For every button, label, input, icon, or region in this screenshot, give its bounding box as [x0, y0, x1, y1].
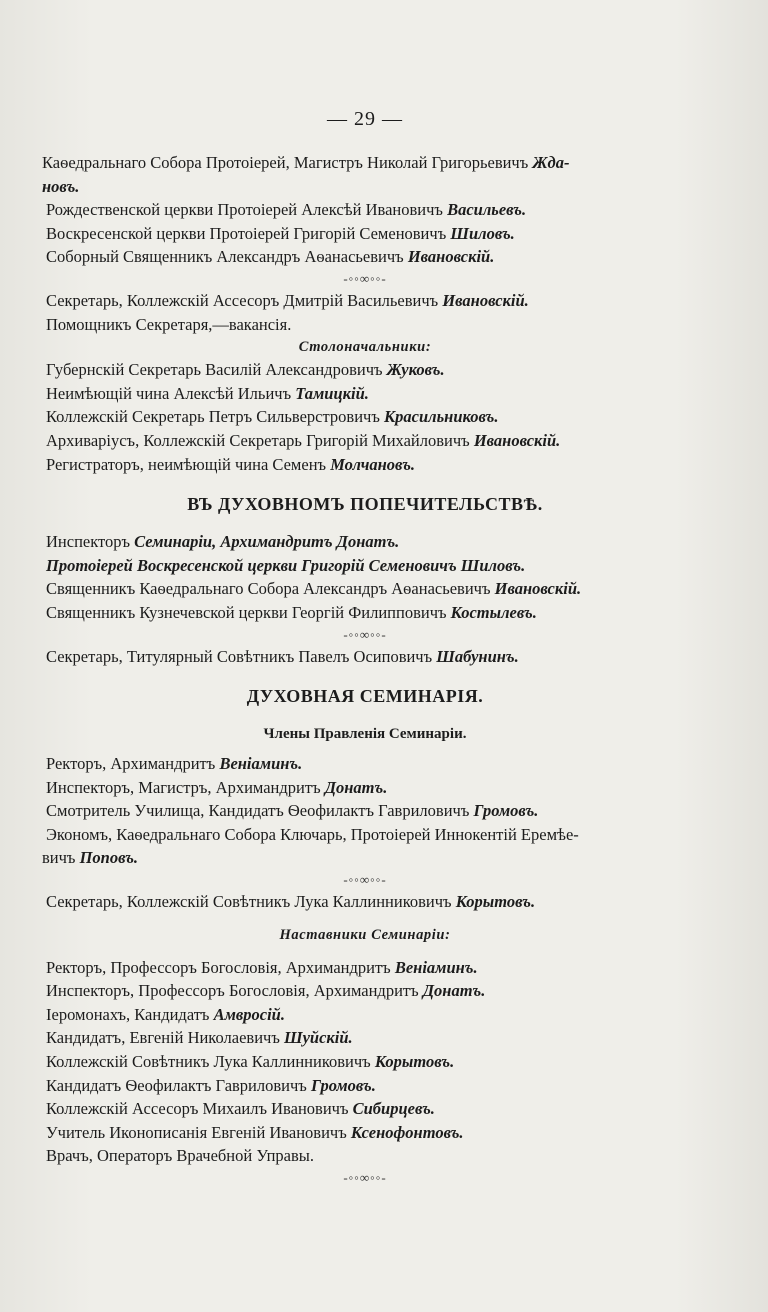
section-seminary-teachers — [42, 956, 688, 1168]
text-line: Помощникъ Секретаря,—вакансія. — [46, 314, 292, 334]
text-line: Священникъ Кузнечевской церкви Георгій Филипповичъ Костылевъ. — [46, 602, 537, 622]
subheading-heads-of-desk: Столоначальники: — [298, 339, 432, 356]
text-line: Смотритель Училища, Кандидатъ Ѳеофилактъ Гавриловичъ Громовъ. — [46, 801, 539, 821]
text-line: Воскресенской церкви Протоіерей Григорій Семеновичъ Шиловъ. — [46, 223, 515, 243]
text-line: Ректоръ, Архимандритъ Веніаминъ. — [46, 754, 303, 774]
text-line: Коллежскій Ассесоръ Михаилъ Ивановичъ Сибирцевъ. — [46, 1099, 435, 1119]
text-line: Экономъ, Каѳедральнаго Собора Ключарь, Протоіерей Иннокентій Еремѣе- — [46, 824, 579, 844]
heading-seminary: ДУХОВНАЯ СЕМИНАРІЯ. — [246, 686, 484, 707]
text-line: Священникъ Каѳедральнаго Собора Александръ Аѳанасьевичъ Ивановскій. — [46, 579, 582, 599]
ornament-divider: -◦◦∞◦◦- — [343, 872, 387, 888]
text-line: Врачъ, Операторъ Врачебной Управы. — [46, 1146, 314, 1166]
page-number: — 29 — — [327, 108, 403, 130]
section-consistory-office — [42, 289, 688, 476]
text-line: Кандидатъ, Евгеній Николаевичъ Шуйскій. — [46, 1028, 353, 1048]
text-line: Протоіерей Воскресенской церкви Григорій Семеновичъ Шиловъ. — [46, 555, 526, 575]
subheading-board-members: Члены Правленія Семинаріи. — [263, 726, 467, 743]
text-line: Секретарь, Коллежскій Совѣтникъ Лука Каллинниковичъ Корытовъ. — [46, 892, 536, 912]
text-line: Рождественской церкви Протоіерей Алексѣй Ивановичъ Васильевъ. — [46, 200, 527, 220]
text-line: Коллежскій Секретарь Петръ Сильверстровичъ Красильниковъ. — [46, 407, 499, 427]
text-line: Инспекторъ, Магистръ, Архимандритъ Донатъ. — [46, 777, 388, 797]
text-line: Іеромонахъ, Кандидатъ Амвросій. — [46, 1004, 285, 1024]
subheading-seminary-teachers: Наставники Семинаріи: — [279, 926, 451, 943]
ornament-divider: -◦◦∞◦◦- — [343, 270, 387, 286]
text-line: Регистраторъ, неимѣющій чина Семенъ Молчановъ. — [46, 454, 416, 474]
heading-spiritual-trusteeship: ВЪ ДУХОВНОМЪ ПОПЕЧИТЕЛЬСТВѢ. — [187, 494, 543, 515]
text-line: Секретарь, Титулярный Совѣтникъ Павелъ Осиповичъ Шабунинъ. — [46, 646, 519, 666]
text-line: Инспекторъ, Профессоръ Богословія, Архимандритъ Донатъ. — [46, 981, 486, 1001]
text-line: Кандидатъ Ѳеофилактъ Гавриловичъ Громовъ. — [46, 1075, 376, 1095]
text-line: Соборный Священникъ Александръ Аѳанасьевичъ Ивановскій. — [46, 247, 495, 267]
text-line: Учитель Иконописанія Евгеній Ивановичъ Ксенофонтовъ. — [46, 1122, 464, 1142]
section-cathedral-clergy — [42, 151, 688, 269]
text-line: Губернскій Секретарь Василій Александровичъ Жуковъ. — [46, 360, 445, 380]
text-line: новъ. — [42, 176, 80, 196]
text-line: Архиваріусъ, Коллежскій Секретарь Григорій Михайловичъ Ивановскій. — [46, 430, 561, 450]
text-line: вичъ Поповъ. — [42, 848, 139, 868]
text-line: Ректоръ, Профессоръ Богословія, Архимандритъ Веніаминъ. — [46, 957, 478, 977]
section-seminary-board — [42, 752, 688, 870]
text-line: Секретарь, Коллежскій Ассесоръ Дмитрій Васильевичъ Ивановскій. — [46, 290, 529, 310]
text-line: Каѳедральнаго Собора Протоіерей, Магистръ Николай Григорьевичъ Жда- — [42, 153, 570, 172]
ornament-divider: -◦◦∞◦◦- — [343, 626, 387, 642]
text-line: Неимѣющій чина Алексѣй Ильичъ Тамицкій. — [46, 383, 369, 403]
text-line: Инспекторъ Семинаріи, Архимандритъ Донатъ. — [46, 532, 400, 552]
section-trusteeship — [42, 530, 688, 624]
text-line: Коллежскій Совѣтникъ Лука Каллинниковичъ Корытовъ. — [46, 1052, 455, 1072]
ornament-divider: -◦◦∞◦◦- — [343, 1170, 387, 1185]
